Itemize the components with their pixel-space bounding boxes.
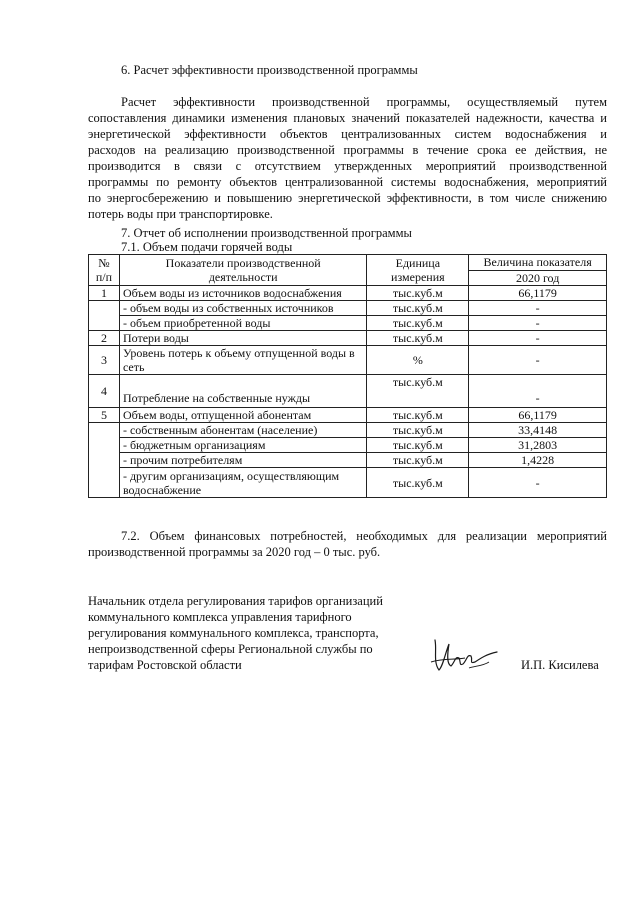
merged-num-cell (89, 423, 120, 498)
financial-needs-paragraph (88, 528, 607, 560)
paragraph-line: по энергосбережению и повышению энергетической эффективности, в том числе снижению (88, 191, 607, 205)
paragraph-line: программы по ремонту объектов централизованной системы водоснабжения, мероприятий (88, 175, 607, 189)
table-row: 3 Уровень потерь к объему отпущенной воды в сеть % - (89, 346, 607, 375)
header-indicator: Показатели производственной деятельности (119, 255, 366, 286)
section-6-heading: 6. Расчет эффективности производственной программы (121, 63, 418, 77)
hot-water-supply-table (88, 254, 607, 498)
section-6-paragraph (88, 94, 607, 222)
header-unit: Единица измерения (367, 255, 469, 286)
table-row: - бюджетным организациям тыс.куб.м 31,2803 (89, 438, 607, 453)
handwritten-signature (425, 632, 505, 680)
table-row: 2 Потери воды тыс.куб.м - (89, 331, 607, 346)
paragraph-line: расходов на реализацию производственной программы в течение срока ее действия, не (88, 143, 607, 157)
paragraph-line: сопоставления динамики изменения плановых значений показателей надежности, качества и (88, 111, 607, 125)
section-7-heading: 7. Отчет об исполнении производственной программы (121, 226, 412, 240)
section-7-1-subheading: 7.1. Объем подачи горячей воды (121, 240, 293, 254)
header-num: № п/п (89, 255, 120, 286)
paragraph-line: Расчет эффективности производственной программы, осуществляемый путем (121, 95, 607, 109)
table-row: - другим организациям, осуществляющим водоснабжение тыс.куб.м - (89, 468, 607, 498)
merged-num-cell (89, 301, 120, 331)
paragraph-line: энергетической эффективности объектов централизованных систем водоснабжения и (88, 127, 607, 141)
signatory-position: Начальник отдела регулирования тарифов организаций коммунального комплекса управления тарифного регулирования коммунального комплекса, транспорта, непроизводственной сферы Региональной службы по тарифам Ростовской области (88, 594, 383, 672)
table-row: - собственным абонентам (население) тыс.куб.м 33,4148 (89, 423, 607, 438)
paragraph-line: производится в связи с отсутствием утвержденных мероприятий производственной (88, 159, 607, 173)
table-row: - объем воды из собственных источников тыс.куб.м - (89, 301, 607, 316)
table-row: 1 Объем воды из источников водоснабжения тыс.куб.м 66,1179 (89, 286, 607, 301)
table-row: - прочим потребителям тыс.куб.м 1,4228 (89, 453, 607, 468)
paragraph-line: потерь воды при транспортировке. (88, 207, 273, 221)
table-row: 4 Потребление на собственные нужды тыс.куб.м - (89, 375, 607, 408)
table-row: 5 Объем воды, отпущенной абонентам тыс.куб.м 66,1179 (89, 408, 607, 423)
table-header-row (89, 255, 607, 286)
paragraph-line: производственной программы за 2020 год – 0 тыс. руб. (88, 545, 381, 559)
signatory-name: И.П. Кисилева (521, 658, 599, 672)
paragraph-line: 7.2. Объем финансовых потребностей, необходимых для реализации мероприятий (121, 529, 607, 543)
table-row: - объем приобретенной воды тыс.куб.м - (89, 316, 607, 331)
header-value: Величина показателя 2020 год (469, 255, 607, 286)
